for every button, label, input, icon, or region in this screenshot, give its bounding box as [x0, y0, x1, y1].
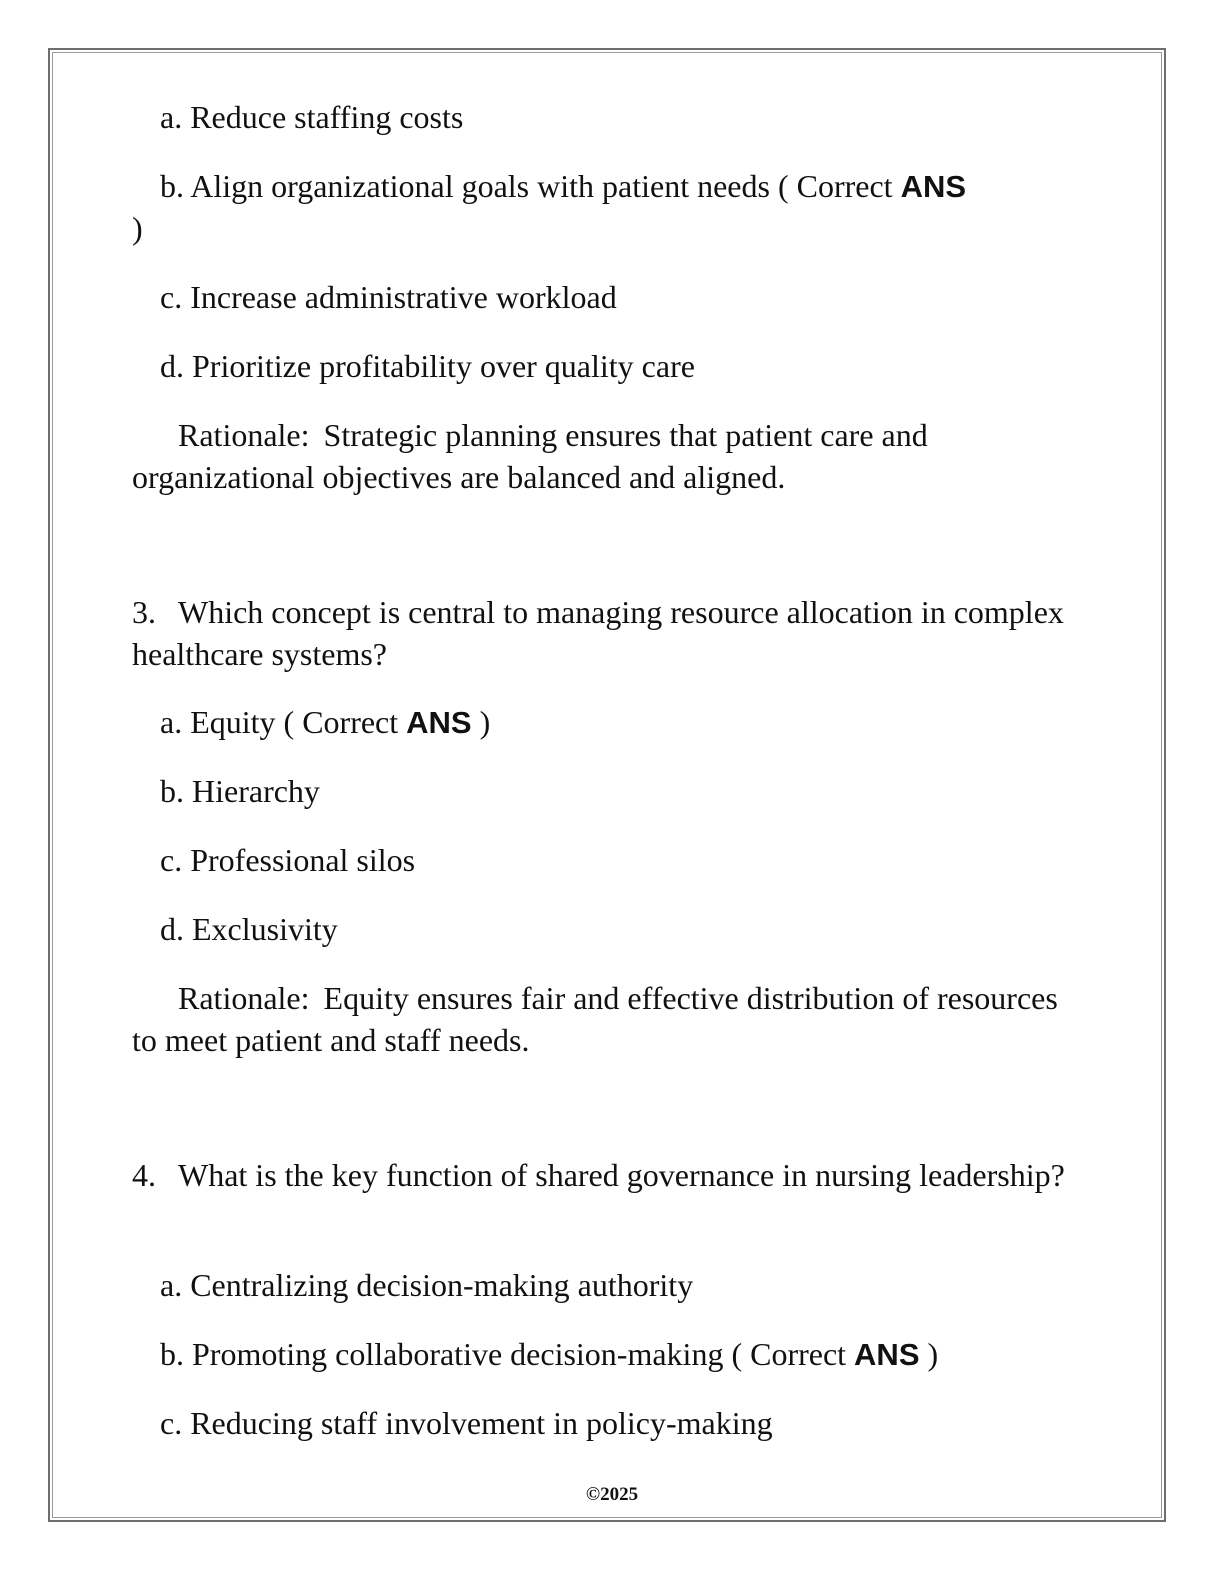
q2-rationale — [132, 414, 1082, 498]
q3-question-text: Which concept is central to managing resource allocation in complex healthcare systems? — [132, 594, 1064, 672]
q3-rationale — [132, 977, 1082, 1061]
q2-option-a: a. Reduce staffing costs — [160, 99, 464, 135]
q3-option-a-text: a. Equity ( Correct — [160, 704, 407, 740]
q4-option-b-text: b. Promoting collaborative decision-making ( Correct — [160, 1336, 855, 1372]
q4-option-c: c. Reducing staff involvement in policy-making — [160, 1405, 773, 1441]
q3-number: 3. — [132, 594, 156, 630]
q4-option-b-close: ) — [919, 1336, 939, 1372]
q2-rationale-text: Strategic planning ensures that patient care and organizational objectives are balanced and aligned. — [132, 417, 928, 495]
q2-rationale-label: Rationale: — [178, 417, 310, 453]
q3-option-a-close: ) — [471, 704, 491, 740]
q3-option-d: d. Exclusivity — [160, 911, 338, 947]
q2-option-b-ans: ANS — [900, 169, 967, 204]
q4-number: 4. — [132, 1157, 156, 1193]
q4-option-a: a. Centralizing decision-making authority — [160, 1267, 694, 1303]
q2-option-b-close: ) — [132, 210, 143, 246]
q4-option-b-ans: ANS — [854, 1337, 920, 1372]
q2-option-b — [160, 165, 1090, 208]
q3-option-a-ans: ANS — [406, 705, 472, 740]
q3-rationale-label: Rationale: — [178, 980, 310, 1016]
q3-option-c: c. Professional silos — [160, 842, 416, 878]
page-footer-copyright: ©2025 — [585, 1484, 639, 1505]
q3-option-a — [160, 701, 490, 744]
q3-option-b: b. Hierarchy — [160, 773, 320, 809]
q2-option-d: d. Prioritize profitability over quality care — [160, 348, 695, 384]
q4-question-text: What is the key function of shared governance in nursing leadership? — [178, 1157, 1065, 1193]
q4-option-b — [160, 1333, 938, 1376]
q2-option-c: c. Increase administrative workload — [160, 279, 617, 315]
q3-rationale-text: Equity ensures fair and effective distribution of resources to meet patient and staff needs. — [132, 980, 1058, 1058]
q3-question — [132, 591, 1082, 675]
q2-option-b-text: b. Align organizational goals with patient needs ( Correct — [160, 168, 901, 204]
q4-question — [132, 1154, 1082, 1196]
